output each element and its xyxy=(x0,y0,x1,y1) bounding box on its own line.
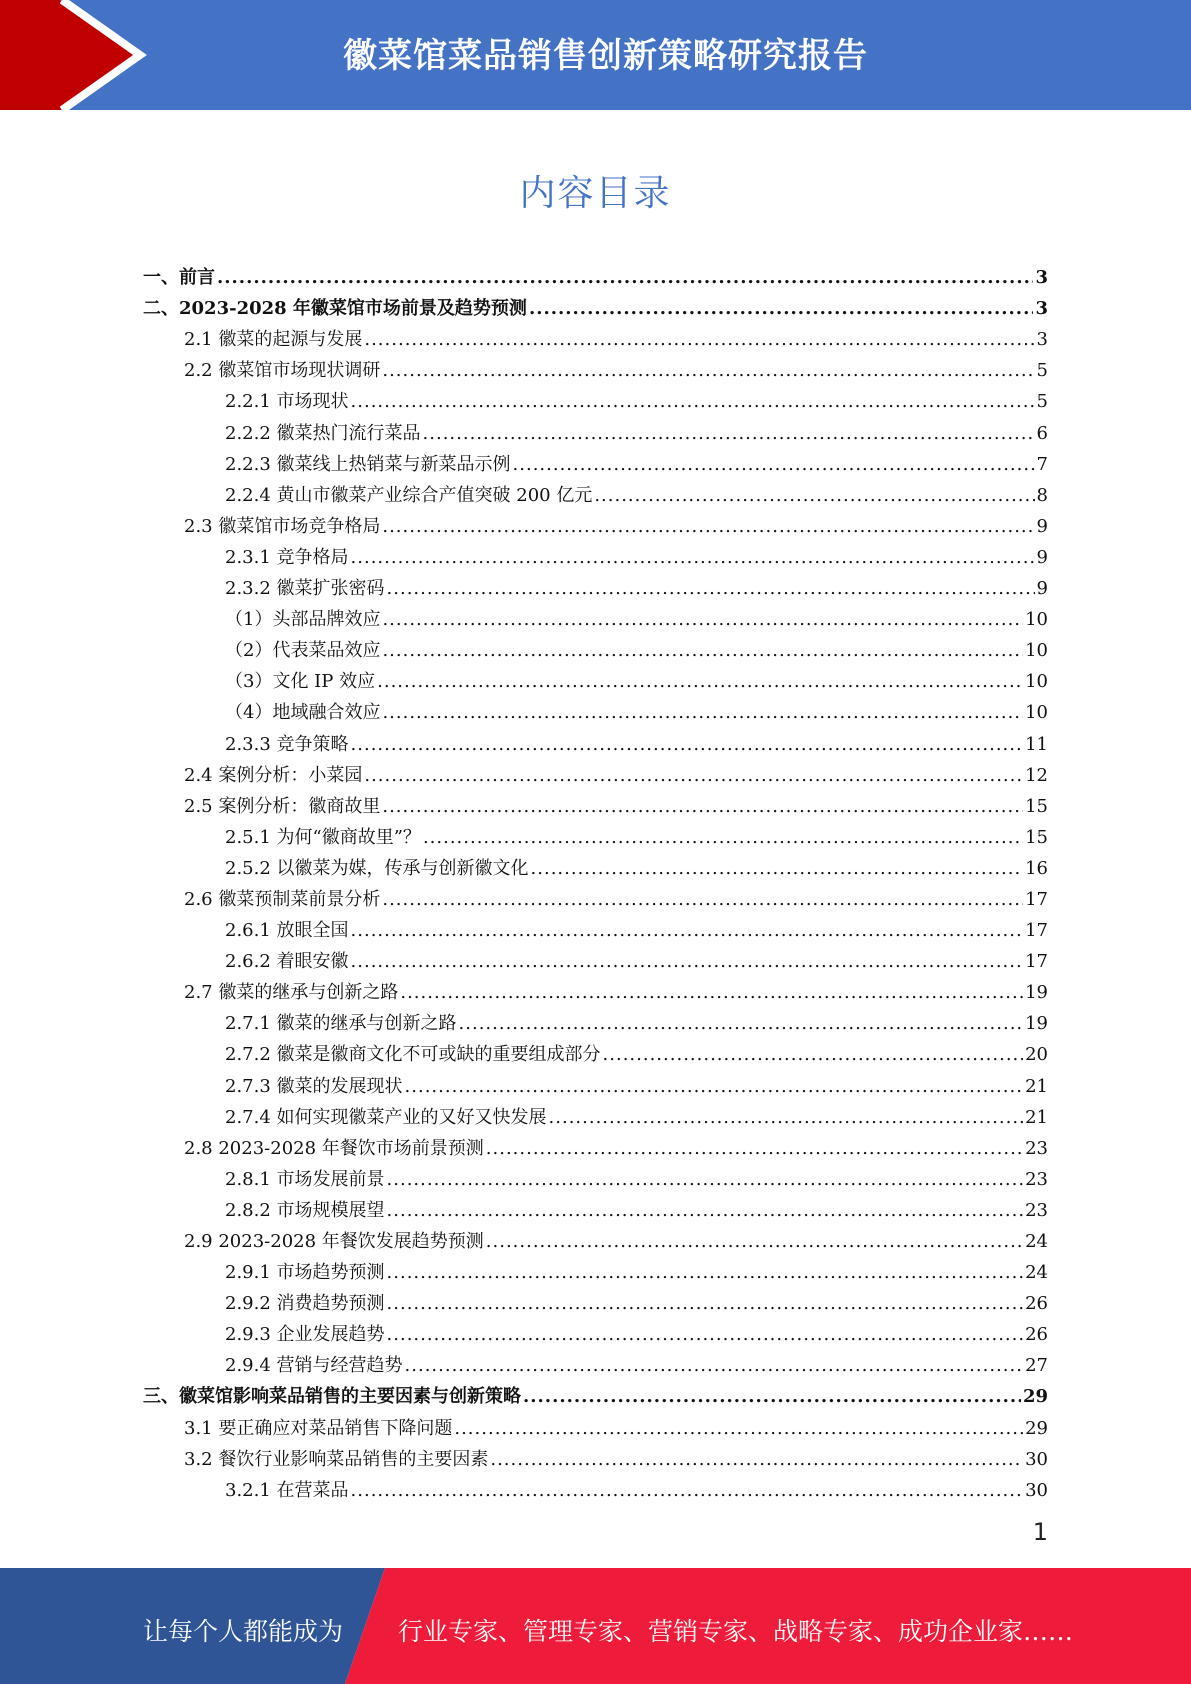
toc-entry[interactable] xyxy=(143,350,1048,381)
toc-entry-page: 19 xyxy=(1025,1013,1048,1035)
toc-entry-page: 3 xyxy=(1036,329,1048,351)
toc-entry-title: 2.3.1 竞争格局 xyxy=(225,546,349,568)
toc-entry[interactable] xyxy=(143,475,1048,506)
toc-dot-leader xyxy=(529,299,1034,319)
toc-entry[interactable] xyxy=(143,723,1048,754)
toc-entry-page: 17 xyxy=(1025,888,1048,910)
toc-entry-title: 2.9.4 营销与经营趋势 xyxy=(225,1355,403,1377)
toc-entry-page: 26 xyxy=(1025,1324,1048,1346)
toc-entry[interactable] xyxy=(143,381,1048,412)
toc-entry[interactable] xyxy=(143,537,1048,568)
toc-dot-leader xyxy=(423,828,1023,848)
toc-entry-page: 9 xyxy=(1036,578,1048,600)
toc-entry-page: 17 xyxy=(1025,951,1048,973)
toc-entry-page: 23 xyxy=(1025,1137,1048,1159)
toc-entry-page: 3 xyxy=(1035,298,1048,320)
toc-entry-title: 3.2.1 在营菜品 xyxy=(225,1479,349,1501)
toc-dot-leader xyxy=(364,766,1023,786)
toc-dot-leader xyxy=(459,1014,1024,1034)
toc-dot-leader xyxy=(594,486,1034,506)
toc-dot-leader xyxy=(382,610,1023,630)
toc-dot-leader xyxy=(382,641,1023,661)
toc-dot-leader xyxy=(382,890,1023,910)
toc-entry[interactable] xyxy=(143,1128,1048,1159)
toc-entry[interactable] xyxy=(143,1003,1048,1034)
toc-entry[interactable] xyxy=(143,319,1048,350)
toc-entry-title: 2.1 徽菜的起源与发展 xyxy=(184,329,363,351)
toc-dot-leader xyxy=(405,1356,1024,1376)
toc-entry[interactable] xyxy=(143,972,1048,1003)
toc-entry[interactable] xyxy=(143,257,1048,288)
toc-dot-leader xyxy=(405,1077,1024,1097)
toc-entry[interactable] xyxy=(143,941,1048,972)
toc-dot-leader xyxy=(387,1294,1024,1314)
toc-dot-leader xyxy=(454,1419,1023,1439)
toc-entry[interactable] xyxy=(143,1345,1048,1376)
toc-entry-page: 11 xyxy=(1025,733,1048,755)
toc-entry-title: 2.2.4 黄山市徽菜产业综合产值突破 200 亿元 xyxy=(225,484,593,506)
toc-entry-title: 2.8.2 市场规模展望 xyxy=(225,1199,385,1221)
toc-entry[interactable] xyxy=(143,412,1048,443)
toc-dot-leader xyxy=(387,1201,1024,1221)
toc-dot-leader xyxy=(531,859,1024,879)
toc-entry[interactable] xyxy=(143,1065,1048,1096)
toc-entry[interactable] xyxy=(143,1376,1048,1407)
toc-entry[interactable] xyxy=(143,1221,1048,1252)
toc-entry[interactable] xyxy=(143,1439,1048,1470)
toc-entry[interactable] xyxy=(143,848,1048,879)
toc-entry-page: 30 xyxy=(1025,1479,1048,1501)
toc-entry-title: 2.5 案例分析：徽商故里 xyxy=(184,795,381,817)
toc-entry-title: 2.2.1 市场现状 xyxy=(225,391,349,413)
toc-entry-title: 二、2023-2028 年徽菜馆市场前景及趋势预测 xyxy=(143,298,527,320)
report-title: 徽菜馆菜品销售创新策略研究报告 xyxy=(343,36,868,76)
toc-entry-title: 2.9.2 消费趋势预测 xyxy=(225,1293,385,1315)
toc-entry-page: 20 xyxy=(1025,1044,1048,1066)
toc-entry-title: 2.6.1 放眼全国 xyxy=(225,920,349,942)
toc-entry[interactable] xyxy=(143,1190,1048,1221)
toc-entry-page: 30 xyxy=(1025,1448,1048,1470)
toc-entry-title: 2.5.1 为何“徽商故里”？ xyxy=(225,826,421,848)
toc-entry[interactable] xyxy=(143,661,1048,692)
toc-entry-page: 8 xyxy=(1036,484,1048,506)
toc-entry-title: 2.3.3 竞争策略 xyxy=(225,733,349,755)
toc-entry[interactable] xyxy=(143,288,1048,319)
toc-entry-title: 2.7.1 徽菜的继承与创新之路 xyxy=(225,1013,457,1035)
toc-entry-page: 26 xyxy=(1025,1293,1048,1315)
toc-entry-page: 10 xyxy=(1025,702,1048,724)
toc-entry-page: 9 xyxy=(1036,546,1048,568)
toc-entry-title: 2.7.3 徽菜的发展现状 xyxy=(225,1075,403,1097)
toc-entry-page: 29 xyxy=(1025,1417,1048,1439)
toc-entry-page: 23 xyxy=(1025,1199,1048,1221)
toc-entry-page: 15 xyxy=(1025,826,1048,848)
toc-entry-title: （1）头部品牌效应 xyxy=(225,609,381,631)
toc-entry-title: 一、前言 xyxy=(143,267,215,289)
toc-entry-page: 24 xyxy=(1025,1262,1048,1284)
toc-entry[interactable] xyxy=(143,1252,1048,1283)
toc-entry-title: 三、徽菜馆影响菜品销售的主要因素与创新策略 xyxy=(143,1386,521,1408)
toc-dot-leader xyxy=(351,735,1024,755)
toc-dot-leader xyxy=(387,1263,1024,1283)
toc-entry[interactable] xyxy=(143,1407,1048,1438)
toc-entry[interactable] xyxy=(143,506,1048,537)
toc-entry[interactable] xyxy=(143,599,1048,630)
toc-entry-title: 2.6.2 着眼安徽 xyxy=(225,951,349,973)
toc-dot-leader xyxy=(382,361,1034,381)
toc-entry-page: 5 xyxy=(1036,360,1048,382)
toc-entry-page: 24 xyxy=(1025,1231,1048,1252)
toc-entry-title: 2.9.1 市场趋势预测 xyxy=(225,1262,385,1284)
toc-entry-page: 29 xyxy=(1022,1386,1048,1408)
toc-entry[interactable] xyxy=(143,910,1048,941)
toc-entry-title: 2.3 徽菜馆市场竞争格局 xyxy=(184,515,381,537)
toc-dot-leader xyxy=(387,1325,1024,1345)
toc-dot-leader xyxy=(382,517,1034,537)
toc-entry-page: 3 xyxy=(1035,267,1048,289)
toc-dot-leader xyxy=(523,1387,1021,1407)
toc-dot-leader xyxy=(423,424,1035,444)
toc-entry[interactable] xyxy=(143,630,1048,661)
toc-entry-page: 6 xyxy=(1036,422,1048,444)
toc-entry-title: （4）地域融合效应 xyxy=(225,702,381,724)
toc-entry-title: 2.3.2 徽菜扩张密码 xyxy=(225,578,385,600)
toc-entry-page: 12 xyxy=(1025,764,1048,786)
toc-dot-leader xyxy=(387,1170,1024,1190)
toc-entry[interactable] xyxy=(143,1314,1048,1345)
toc-entry-title: 2.2 徽菜馆市场现状调研 xyxy=(184,360,381,382)
toc-entry-page: 10 xyxy=(1025,671,1048,693)
toc-entry-page: 10 xyxy=(1025,609,1048,631)
toc-entry[interactable] xyxy=(143,786,1048,817)
toc-heading: 内容目录 xyxy=(519,173,672,214)
footer-slogan-left: 让每个人都能成为 xyxy=(143,1617,344,1646)
toc-entry[interactable] xyxy=(143,1283,1048,1314)
toc-entry-page: 15 xyxy=(1025,795,1048,817)
toc-entry-title: 2.9 2023-2028 年餐饮发展趋势预测 xyxy=(184,1231,484,1252)
toc-entry-page: 5 xyxy=(1036,391,1048,413)
toc-entry-title: 2.9.3 企业发展趋势 xyxy=(225,1324,385,1346)
toc-entry-page: 16 xyxy=(1025,857,1048,879)
toc-dot-leader xyxy=(351,952,1024,972)
table-of-contents xyxy=(143,257,1048,1501)
toc-entry-page: 27 xyxy=(1025,1355,1048,1377)
toc-entry-title: （2）代表菜品效应 xyxy=(225,640,381,662)
toc-entry-title: 2.2.3 徽菜线上热销菜与新菜品示例 xyxy=(225,453,511,475)
toc-dot-leader xyxy=(351,392,1035,412)
toc-entry-title: 2.7 徽菜的继承与创新之路 xyxy=(184,982,399,1004)
header-banner xyxy=(0,0,1191,110)
toc-entry-page: 7 xyxy=(1036,453,1048,475)
toc-dot-leader xyxy=(549,1108,1024,1128)
toc-dot-leader xyxy=(351,548,1035,568)
toc-dot-leader xyxy=(486,1139,1023,1159)
toc-dot-leader xyxy=(351,1481,1024,1501)
toc-entry-title: 2.7.4 如何实现徽菜产业的又好又快发展 xyxy=(225,1106,547,1128)
toc-dot-leader xyxy=(387,579,1035,599)
toc-entry[interactable] xyxy=(143,692,1048,723)
toc-dot-leader xyxy=(490,1450,1023,1470)
toc-entry[interactable] xyxy=(143,1097,1048,1128)
toc-entry-page: 23 xyxy=(1025,1168,1048,1190)
toc-dot-leader xyxy=(382,797,1023,817)
toc-entry-page: 9 xyxy=(1036,515,1048,537)
toc-entry-title: 3.1 要正确应对菜品销售下降问题 xyxy=(184,1417,453,1439)
toc-entry-title: 2.6 徽菜预制菜前景分析 xyxy=(184,888,381,910)
toc-entry[interactable] xyxy=(143,1034,1048,1065)
footer-slogan-right: 行业专家、管理专家、营销专家、战略专家、成功企业家…… xyxy=(398,1617,1074,1646)
toc-dot-leader xyxy=(603,1045,1024,1065)
toc-entry-title: 2.5.2 以徽菜为媒，传承与创新徽文化 xyxy=(225,857,529,879)
page-number: 1 xyxy=(1032,1518,1048,1546)
toc-entry-page: 10 xyxy=(1025,640,1048,662)
toc-entry-title: 2.7.2 徽菜是徽商文化不可或缺的重要组成部分 xyxy=(225,1044,601,1066)
toc-entry-page: 17 xyxy=(1025,920,1048,942)
toc-entry[interactable] xyxy=(143,1159,1048,1190)
toc-dot-leader xyxy=(400,983,1023,1003)
toc-entry-title: 2.8.1 市场发展前景 xyxy=(225,1168,385,1190)
toc-dot-leader xyxy=(382,703,1023,723)
toc-dot-leader xyxy=(486,1232,1023,1252)
toc-entry-title: 2.2.2 徽菜热门流行菜品 xyxy=(225,422,421,444)
toc-entry-title: 3.2 餐饮行业影响菜品销售的主要因素 xyxy=(184,1448,489,1470)
toc-entry[interactable] xyxy=(143,1470,1048,1501)
toc-entry-page: 21 xyxy=(1025,1106,1048,1128)
toc-entry[interactable] xyxy=(143,755,1048,786)
toc-entry-page: 19 xyxy=(1025,982,1048,1004)
toc-dot-leader xyxy=(513,455,1035,475)
toc-entry[interactable] xyxy=(143,444,1048,475)
toc-dot-leader xyxy=(351,921,1024,941)
toc-entry[interactable] xyxy=(143,817,1048,848)
toc-entry-page: 21 xyxy=(1025,1075,1048,1097)
toc-dot-leader xyxy=(217,268,1033,288)
footer-banner xyxy=(0,1568,1191,1684)
toc-dot-leader xyxy=(364,330,1034,350)
toc-dot-leader xyxy=(377,672,1023,692)
toc-entry-title: 2.8 2023-2028 年餐饮市场前景预测 xyxy=(184,1137,484,1159)
toc-entry[interactable] xyxy=(143,568,1048,599)
toc-entry[interactable] xyxy=(143,879,1048,910)
toc-entry-title: （3）文化 IP 效应 xyxy=(225,671,376,693)
toc-entry-title: 2.4 案例分析：小菜园 xyxy=(184,764,363,786)
